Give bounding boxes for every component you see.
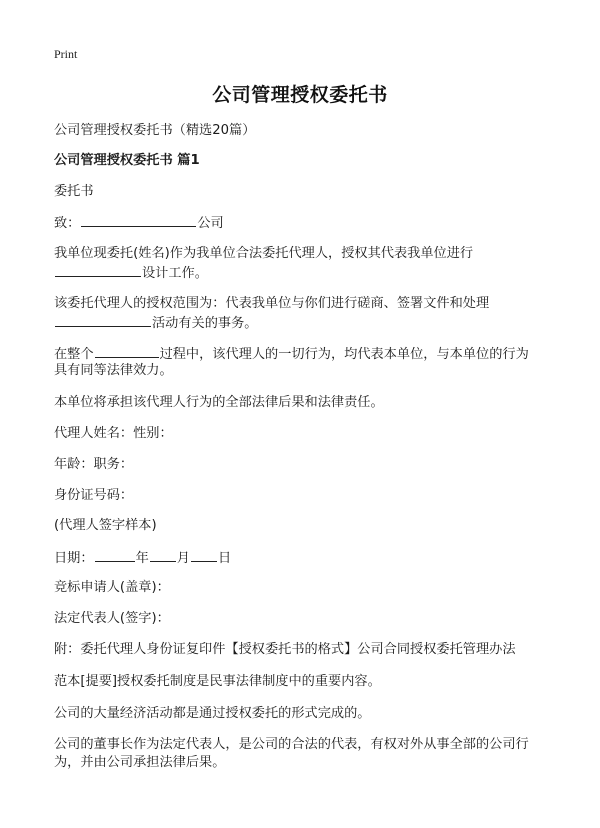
year-label: 年 — [135, 551, 149, 566]
age-position-field: 年龄：职务： — [54, 457, 134, 472]
economic-activity-paragraph: 公司的大量经济活动都是通过授权委托的形式完成的。 — [54, 706, 371, 721]
template-note: 范本[提要]授权委托制度是民事法律制度中的重要内容。 — [54, 674, 381, 689]
date-prefix: 日期： — [54, 551, 94, 566]
signature-sample-label: (代理人签字样本) — [54, 518, 157, 533]
document-title: 公司管理授权委托书 — [212, 84, 388, 106]
date-field — [54, 547, 554, 569]
attachment-line: 附：委托代理人身份证复印件【授权委托书的格式】公司合同授权委托管理办法 — [54, 642, 516, 657]
activity-name-blank — [55, 312, 151, 327]
document-subtitle: 公司管理授权委托书（精选20篇） — [54, 123, 256, 138]
chairman-paragraph-line-2: 为，并由公司承担法律后果。 — [54, 755, 226, 770]
chairman-paragraph-line-1: 公司的董事长作为法定代表人，是公司的合法的代表，有权对外从事全部的公司行 — [54, 737, 529, 752]
paragraph-3-line-2: 具有同等法律效力。 — [54, 363, 173, 378]
section-heading: 公司管理授权委托书 篇1 — [54, 153, 200, 168]
agent-name-gender-field: 代理人姓名：性别： — [54, 426, 173, 441]
paragraph-3-line-1-text: 过程中，该代理人的一切行为，均代表本单位，与本单位的行为 — [159, 347, 529, 362]
legal-representative-field: 法定代表人(签字)： — [54, 611, 170, 626]
paragraph-2-line-2-text: 活动有关的事务。 — [152, 316, 258, 331]
month-label: 月 — [176, 551, 190, 566]
month-blank — [150, 547, 176, 562]
year-blank — [95, 547, 135, 562]
paragraph-1-line-1: 我单位现委托(姓名)作为我单位合法委托代理人，授权其代表我单位进行 — [54, 246, 474, 261]
project-name-blank — [55, 262, 141, 277]
id-number-field: 身份证号码： — [54, 488, 134, 503]
paragraph-2-line-2 — [54, 312, 554, 334]
print-label: Print — [54, 47, 78, 61]
bidder-seal-field: 竞标申请人(盖章)： — [54, 580, 170, 595]
process-name-blank — [95, 343, 159, 358]
paragraph-2-line-1: 该委托代理人的授权范围为：代表我单位与你们进行磋商、签署文件和处理 — [54, 296, 490, 311]
entrust-label: 委托书 — [54, 184, 94, 199]
paragraph-1-line-2 — [54, 262, 554, 284]
day-label: 日 — [217, 551, 232, 566]
day-blank — [191, 547, 217, 562]
paragraph-1-line-2-text: 设计工作。 — [142, 266, 208, 281]
company-name-blank — [81, 212, 196, 227]
addressee-prefix: 致： — [54, 216, 81, 231]
paragraph-4: 本单位将承担该代理人行为的全部法律后果和法律责任。 — [54, 395, 384, 410]
addressee-suffix: 公司 — [197, 216, 224, 231]
addressee-line — [54, 212, 554, 234]
paragraph-3-prefix: 在整个 — [54, 347, 94, 362]
